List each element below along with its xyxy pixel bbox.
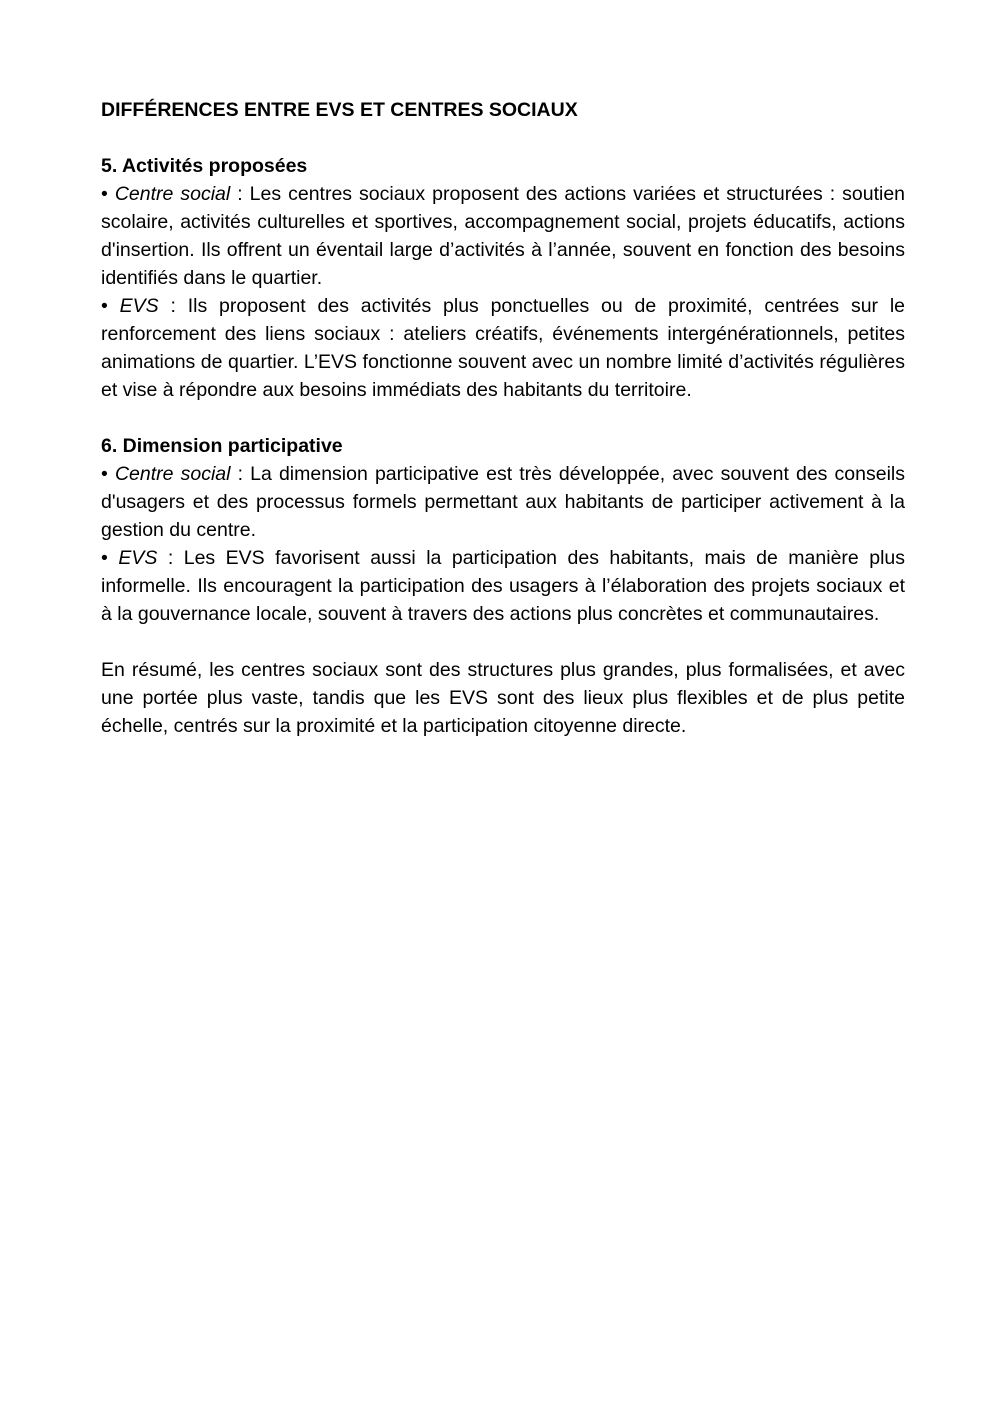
paragraph-participation-centre-social (101, 460, 905, 544)
section-heading-activites: 5. Activités proposées (101, 155, 308, 177)
paragraph-participation-evs (101, 544, 905, 628)
spacer (101, 404, 905, 432)
paragraph-activites-evs (101, 292, 905, 404)
bullet: • (101, 463, 108, 485)
item-text: : Les centres sociaux proposent des actions variées et structurées : soutien scolaire, activités culturelles et sportives, accompagnement social, projets éducatifs, actions d'insertion. Ils offrent un éventail large d’activités à l’année, souvent en fonction des besoins identifiés dans le quartier. (101, 183, 906, 289)
item-label: Centre social (114, 183, 231, 205)
item-label: EVS (119, 295, 159, 317)
item-text: : La dimension participative est très développée, avec souvent des conseils d'usagers et des processus formels permettant aux habitants de participer activement à la gestion du centre. (101, 463, 905, 541)
item-text: : Les EVS favorisent aussi la participation des habitants, mais de manière plus informelle. Ils encouragent la participation des usagers à l’élaboration des projets sociaux et à la gouvernance locale, souvent à travers des actions plus concrètes et communautaires. (101, 547, 906, 625)
bullet: • (101, 183, 108, 205)
spacer (101, 124, 905, 152)
bullet: • (101, 295, 108, 317)
document-page (101, 96, 905, 740)
item-text: : Ils proposent des activités plus ponctuelles ou de proximité, centrées sur le renforcement des liens sociaux : ateliers créatifs, événements intergénérationnels, petites animations de quartier. L’EVS fonctionne souvent avec un nombre limité d’activités régulières et vise à répondre aux besoins immédiats des habitants du territoire. (101, 295, 906, 401)
item-label: Centre social (114, 463, 231, 485)
bullet: • (101, 547, 108, 569)
paragraph-activites-centre-social (101, 180, 905, 292)
spacer (101, 628, 905, 656)
summary-paragraph: En résumé, les centres sociaux sont des structures plus grandes, plus formalisées, et avec une portée plus vaste, tandis que les EVS sont des lieux plus flexibles et de plus petite échelle, centrés sur la proximité et la participation citoyenne directe. (101, 659, 905, 737)
item-label: EVS (118, 547, 158, 569)
document-title: DIFFÉRENCES ENTRE EVS ET CENTRES SOCIAUX (101, 99, 578, 121)
section-heading-participation: 6. Dimension participative (101, 435, 343, 457)
